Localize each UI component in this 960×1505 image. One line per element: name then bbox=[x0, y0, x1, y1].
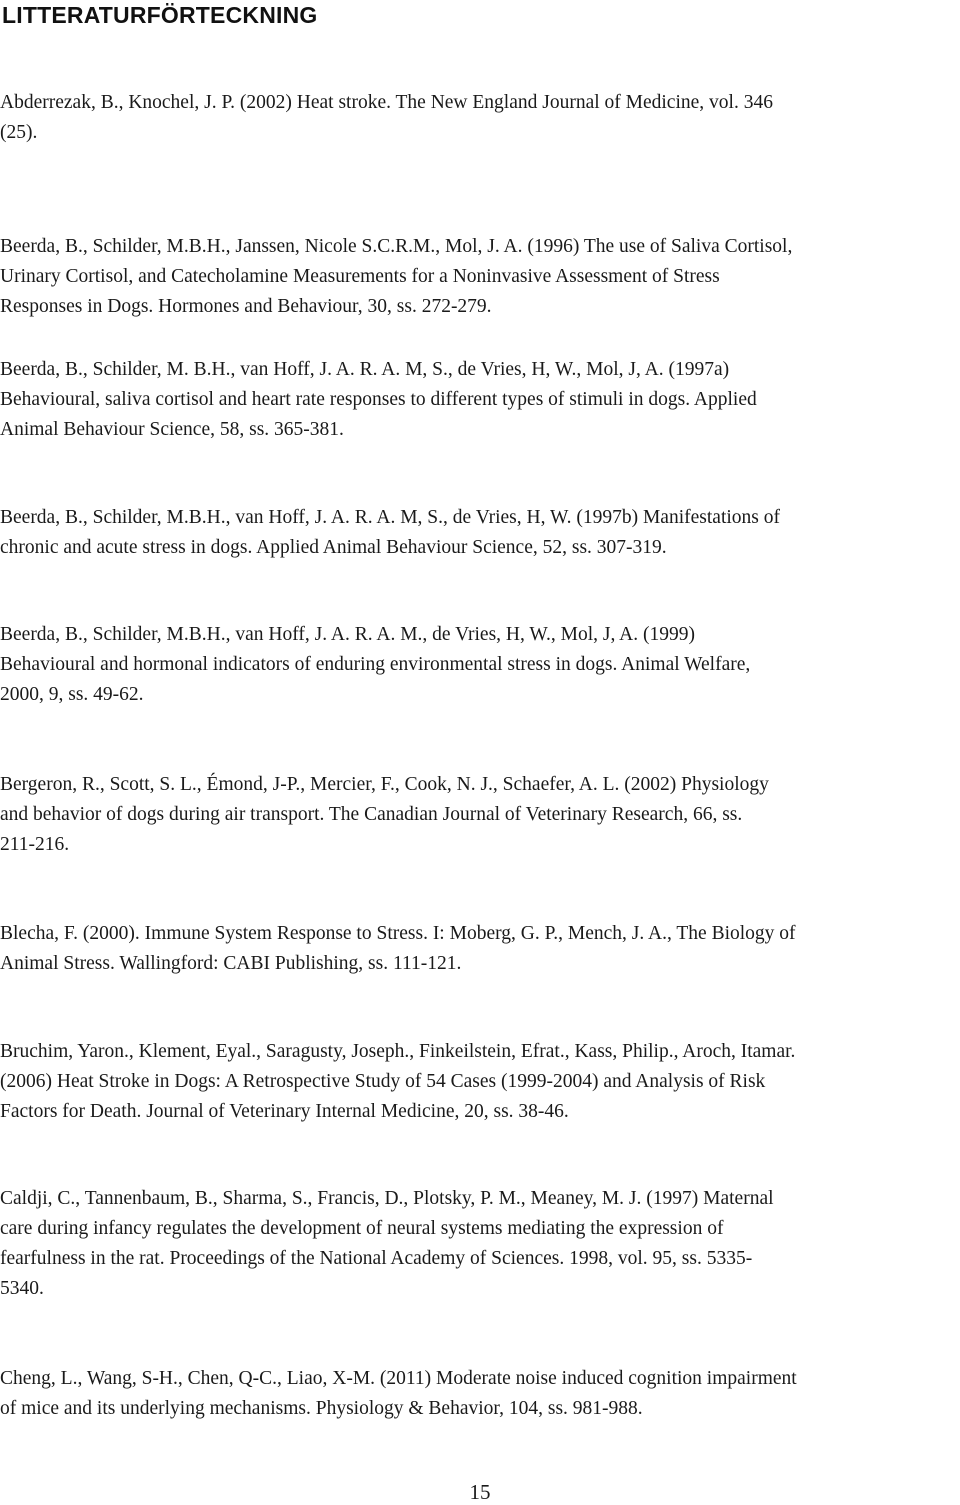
reference-line: Beerda, B., Schilder, M.B.H., van Hoff, J. A. R. A. M, S., de Vries, H, W. (1997b) Manifestations of bbox=[0, 507, 780, 528]
reference-entry-beerda-1997a bbox=[0, 355, 958, 445]
reference-line: 211-216. bbox=[0, 834, 70, 855]
reference-entry-abderrezak bbox=[0, 88, 958, 148]
reference-line: Behavioural and hormonal indicators of enduring environmental stress in dogs. Animal Welfare, bbox=[0, 654, 751, 675]
page-number: 15 bbox=[469, 1480, 491, 1504]
reference-line: Urinary Cortisol, and Catecholamine Measurements for a Noninvasive Assessment of Stress bbox=[0, 266, 720, 287]
reference-line: Responses in Dogs. Hormones and Behaviour, 30, ss. 272-279. bbox=[0, 296, 492, 317]
reference-line: (2006) Heat Stroke in Dogs: A Retrospective Study of 54 Cases (1999-2004) and Analysis of Risk bbox=[0, 1071, 766, 1092]
reference-line: Abderrezak, B., Knochel, J. P. (2002) Heat stroke. The New England Journal of Medicine, vol. 346 bbox=[0, 92, 773, 113]
reference-line: Animal Behaviour Science, 58, ss. 365-381. bbox=[0, 419, 344, 440]
reference-line: Beerda, B., Schilder, M.B.H., Janssen, Nicole S.C.R.M., Mol, J. A. (1996) The use of Saliva Cortisol, bbox=[0, 236, 793, 257]
reference-line: (25). bbox=[0, 122, 38, 143]
reference-entry-beerda-1996 bbox=[0, 232, 958, 322]
reference-line: Factors for Death. Journal of Veterinary Internal Medicine, 20, ss. 38-46. bbox=[0, 1101, 569, 1122]
reference-line: Animal Stress. Wallingford: CABI Publishing, ss. 111-121. bbox=[0, 953, 462, 974]
reference-line: and behavior of dogs during air transport. The Canadian Journal of Veterinary Research, 66, ss. bbox=[0, 804, 743, 825]
reference-entry-beerda-1999 bbox=[0, 620, 958, 710]
reference-line: Beerda, B., Schilder, M.B.H., van Hoff, J. A. R. A. M., de Vries, H, W., Mol, J, A. (1999) bbox=[0, 624, 695, 645]
reference-entry-beerda-1997b bbox=[0, 503, 958, 563]
reference-line: Beerda, B., Schilder, M. B.H., van Hoff, J. A. R. A. M, S., de Vries, H, W., Mol, J, A. (1997a) bbox=[0, 359, 730, 380]
reference-entry-blecha bbox=[0, 919, 958, 979]
page-heading: LITTERATURFÖRTECKNING bbox=[2, 2, 318, 28]
reference-line: fearfulness in the rat. Proceedings of the National Academy of Sciences. 1998, vol. 95, ss. 5335- bbox=[0, 1248, 753, 1269]
reference-line: Caldji, C., Tannenbaum, B., Sharma, S., Francis, D., Plotsky, P. M., Meaney, M. J. (1997) Maternal bbox=[0, 1188, 774, 1209]
reference-line: Behavioural, saliva cortisol and heart rate responses to different types of stimuli in dogs. Applied bbox=[0, 389, 757, 410]
reference-line: Blecha, F. (2000). Immune System Response to Stress. I: Moberg, G. P., Mench, J. A., The Biology of bbox=[0, 923, 796, 944]
reference-line: Bergeron, R., Scott, S. L., Émond, J-P., Mercier, F., Cook, N. J., Schaefer, A. L. (2002) Physiology bbox=[0, 774, 769, 795]
reference-line: chronic and acute stress in dogs. Applied Animal Behaviour Science, 52, ss. 307-319. bbox=[0, 537, 667, 558]
reference-line: of mice and its underlying mechanisms. Physiology & Behavior, 104, ss. 981-988. bbox=[0, 1398, 643, 1419]
reference-entry-bergeron bbox=[0, 770, 958, 860]
reference-entry-bruchim bbox=[0, 1037, 958, 1127]
reference-entry-caldji bbox=[0, 1184, 958, 1304]
reference-line: Bruchim, Yaron., Klement, Eyal., Saragusty, Joseph., Finkeilstein, Efrat., Kass, Philip., Aroch, Itamar. bbox=[0, 1041, 796, 1062]
reference-line: 5340. bbox=[0, 1278, 44, 1299]
reference-line: care during infancy regulates the development of neural systems mediating the expression of bbox=[0, 1218, 724, 1239]
reference-line: 2000, 9, ss. 49-62. bbox=[0, 684, 144, 705]
reference-line: Cheng, L., Wang, S-H., Chen, Q-C., Liao, X-M. (2011) Moderate noise induced cognition impairment bbox=[0, 1368, 797, 1389]
reference-entry-cheng bbox=[0, 1364, 958, 1424]
